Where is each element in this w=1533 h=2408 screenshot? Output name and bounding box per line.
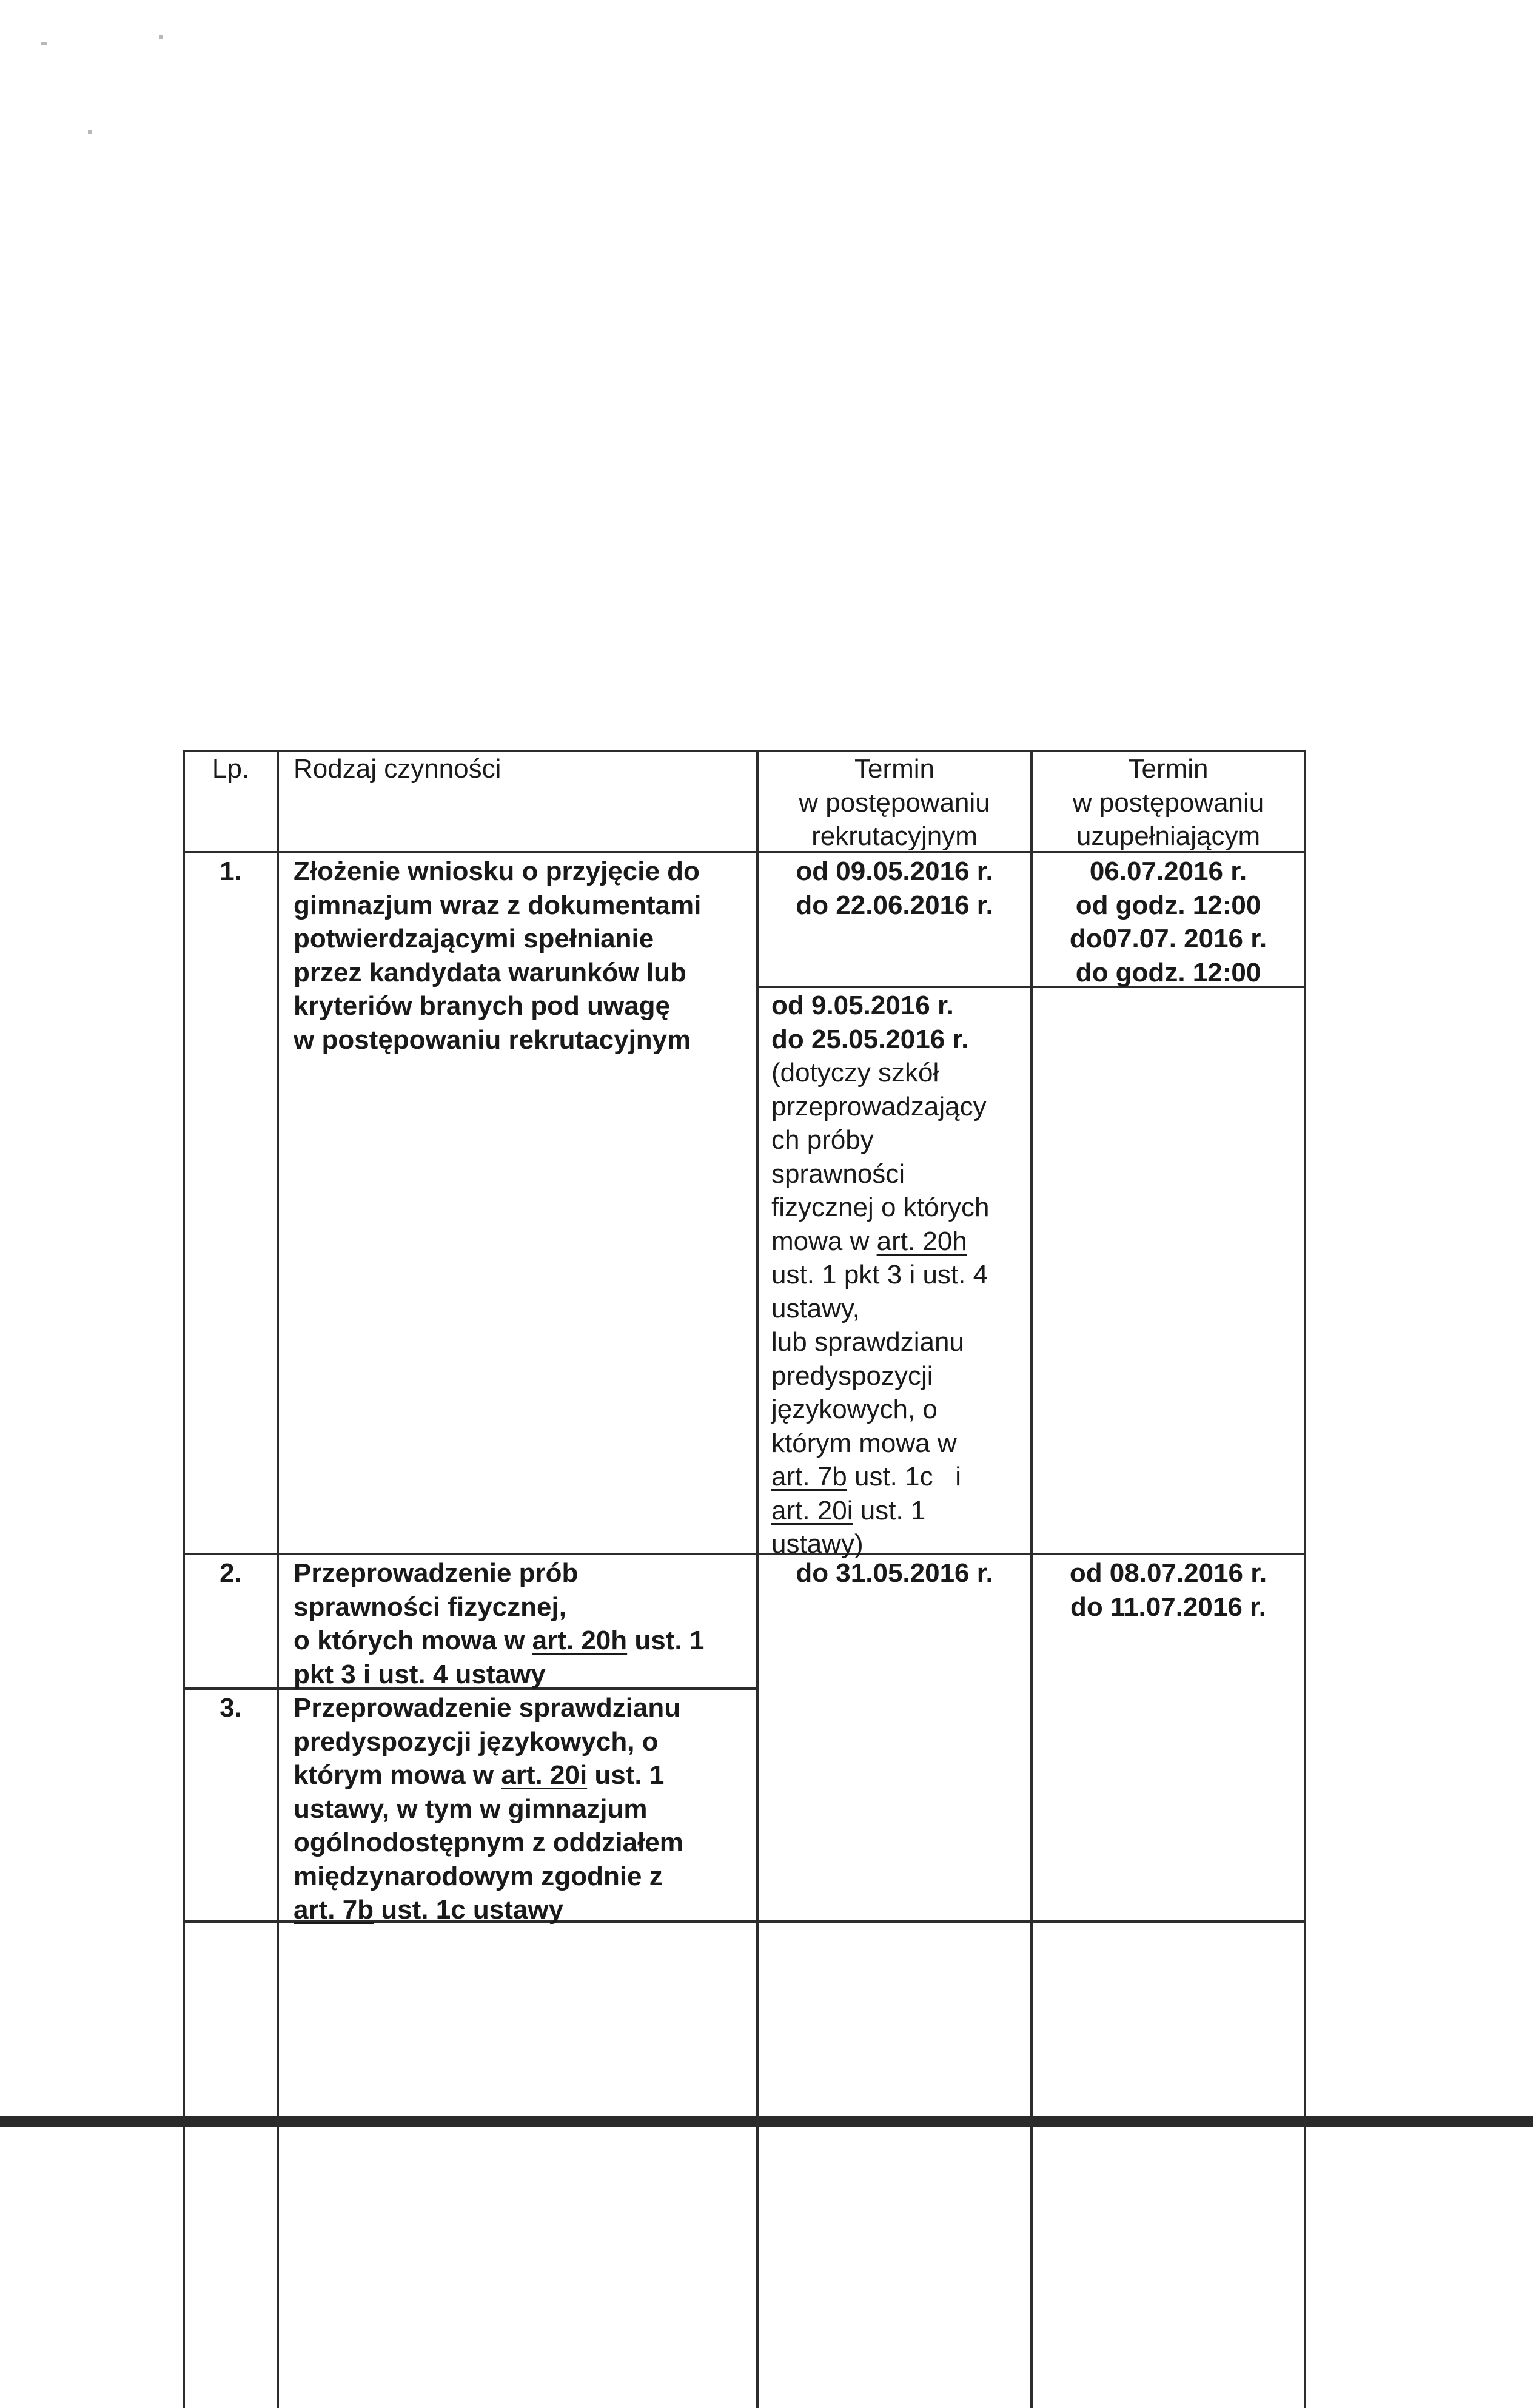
header-lp: Lp. xyxy=(212,754,250,784)
law-reference-link[interactable]: art. 20i xyxy=(501,1760,588,1790)
law-reference-link[interactable]: art. 20i xyxy=(771,1495,853,1525)
law-reference-link[interactable]: art. 20h xyxy=(876,1226,967,1256)
scan-speck xyxy=(88,130,92,134)
row1-activity: Złożenie wniosku o przyjęcie do gimnazjum wraz z dokumentami potwierdzającymi spełnianie przez kandydata warunków lub kryteriów branych pod uwagę w postępowaniu rekrutacyjnym xyxy=(294,856,702,1055)
row-divider xyxy=(183,1553,1306,1555)
scan-bottom-edge xyxy=(0,2116,1533,2127)
header-supplementary: Termin w postępowaniu uzupełniającym xyxy=(1072,754,1264,851)
scan-speck xyxy=(41,42,47,45)
law-reference-link[interactable]: art. 20h xyxy=(532,1626,628,1655)
row1-lp: 1. xyxy=(220,856,242,886)
row1-recruitment-fitness-tests: od 9.05.2016 r. do 25.05.2016 r. (dotyczy szkół przeprowadzający ch próby sprawności fizycznej o których mowa w art. 20h ust. 1 pkt 3 i ust. 4 ustawy, lub sprawdzianu predyspozycji językowych, o którym mowa w art. 7b ust. 1c i art. 20i ust. 1 ustawy) xyxy=(771,990,990,1559)
header-recruitment: Termin w postępowaniu rekrutacyjnym xyxy=(799,754,990,851)
scan-speck xyxy=(159,35,163,39)
col-divider xyxy=(277,750,279,2408)
row2-supplementary: od 08.07.2016 r. do 11.07.2016 r. xyxy=(1069,1558,1267,1622)
law-reference-link[interactable]: art. 7b xyxy=(294,1895,374,1925)
header-activity: Rodzaj czynności xyxy=(294,754,501,784)
table-border-right xyxy=(1304,750,1306,2408)
row1-recruitment-dates: od 09.05.2016 r. do 22.06.2016 r. xyxy=(796,856,993,920)
row2-lp: 2. xyxy=(220,1558,242,1588)
row1-supplementary-dates: 06.07.2016 r. od godz. 12:00 do07.07. 2016 r. do godz. 12:00 xyxy=(1069,856,1267,987)
law-reference-link[interactable]: art. 7b xyxy=(771,1462,847,1492)
row3-lp: 3. xyxy=(220,1693,242,1723)
row3-activity: Przeprowadzenie sprawdzianu predyspozycji językowych, o którym mowa w art. 20i ust. 1 ustawy, w tym w gimnazjum ogólnodostępnym z oddziałem międzynarodowym zgodnie z art. 7b ust. 1c ustawy xyxy=(294,1693,683,1925)
row2-activity: Przeprowadzenie prób sprawności fizycznej, o których mowa w art. 20h ust. 1 pkt 3 i ust. 4 ustawy xyxy=(294,1558,705,1689)
row2-recruitment: do 31.05.2016 r. xyxy=(796,1558,993,1588)
